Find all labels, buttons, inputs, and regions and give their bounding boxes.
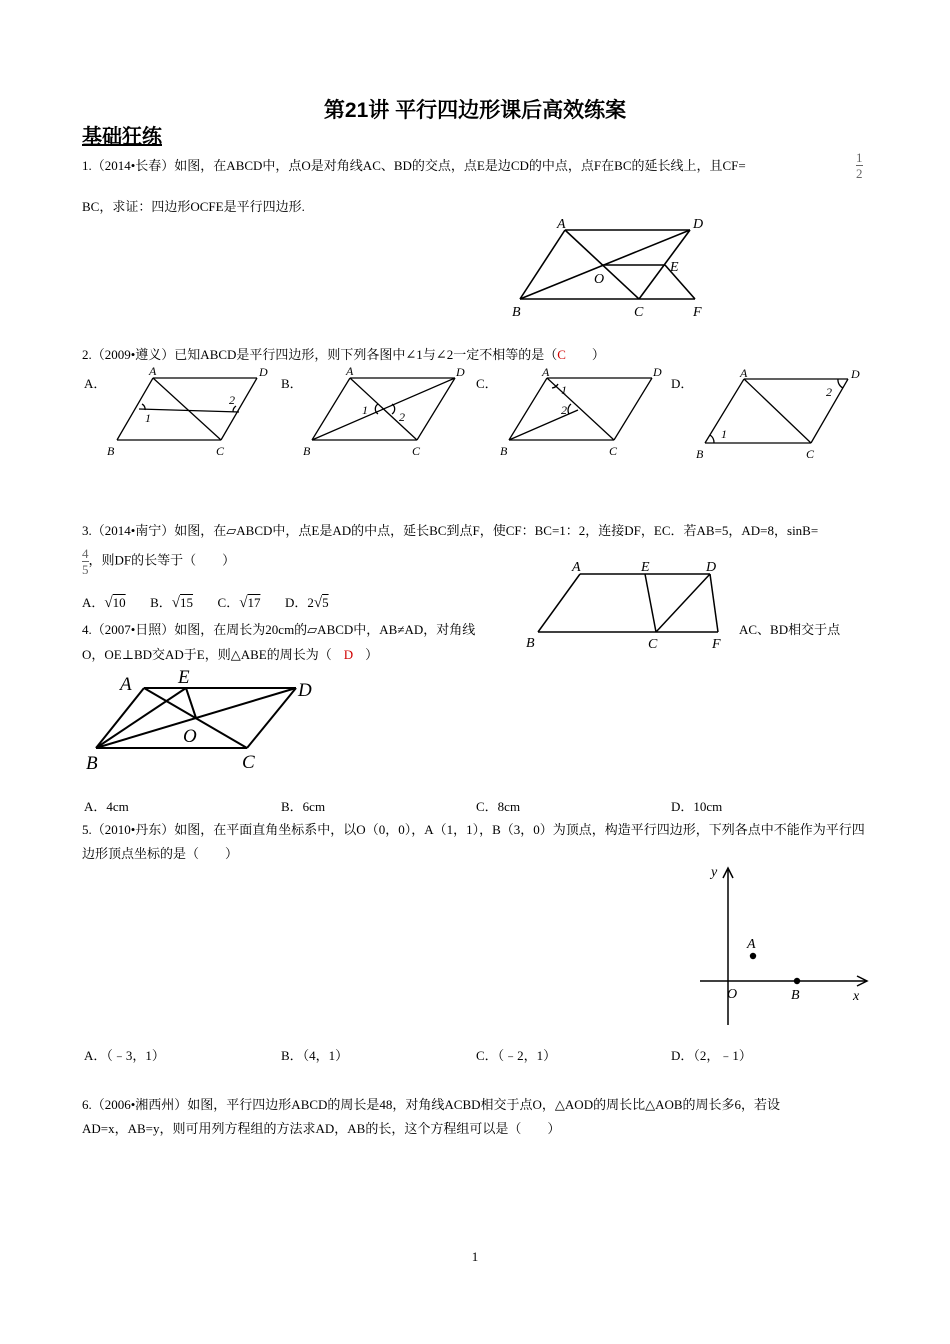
q1-line1 (82, 157, 746, 175)
q2a-angle-1: 1 (145, 411, 151, 425)
q4-label-a: A (120, 674, 132, 695)
q2a-label-c: C (216, 444, 225, 458)
q5-label-y: y (711, 865, 718, 880)
q4-label-e: E (178, 668, 190, 688)
q4-label-b: B (86, 753, 98, 774)
q5-line1: 5.（2010•丹东）如图，在平面直角坐标系中，以O（0，0），A（1，1），B（3，0）为顶点，构造平行四边形，下列各点中不能作为平行四 (82, 822, 865, 837)
q5-label-a: A (747, 937, 756, 952)
section-heading: 基础狂练 (82, 126, 162, 148)
q2d-label-a: A (740, 366, 748, 380)
q3-label-a: A (572, 560, 581, 575)
q1-text: 1.（2014•长春）如图，在ABCD中，点O是对角线AC、BD的交点，点E是边CD的中点，点F在BC的延长线上，且CF= (82, 158, 746, 173)
q3-option-a: A． (82, 595, 105, 610)
q2-answer: C (557, 347, 566, 362)
q1-frac-den: 2 (856, 166, 863, 181)
q2d-label-c: C (806, 447, 815, 460)
q4-option-d: D．10cm (671, 799, 723, 814)
q2-option-a: A． (84, 376, 107, 391)
q2-option-c: C． (476, 376, 498, 391)
q2b-label-a: A (346, 364, 354, 378)
q5-label-b: B (791, 988, 800, 1003)
q4-option-b: B．6cm (281, 799, 326, 814)
q3-option-a-value: 10 (112, 595, 126, 610)
q5-coordinate-figure (695, 860, 875, 1030)
q3-option-d: D．2 (284, 595, 314, 610)
q4-label-c: C (242, 752, 255, 773)
q4-line1: 4.（2007•日照）如图，在周长为20cm的▱ABCD中，AB≠AD，对角线 (82, 622, 476, 637)
q2b-angle-1: 1 (362, 403, 368, 417)
q5-label-o: O (727, 987, 738, 1002)
q3-frac-den: 5 (82, 562, 89, 577)
q3-option-b-value: 15 (180, 595, 194, 610)
q2c-label-b: B (500, 444, 508, 458)
q2-figure-c (497, 364, 672, 460)
q4-figure (82, 668, 322, 778)
q2d-angle-2: 2 (826, 385, 832, 399)
q1-label-f: F (693, 305, 702, 320)
q2b-label-d: D (456, 365, 465, 379)
q4-label-o: O (183, 726, 197, 747)
q1-label-a: A (557, 217, 566, 232)
q3-option-c: C． (217, 595, 240, 610)
q2a-angle-2: 2 (229, 393, 235, 407)
q2-option-b: B． (281, 376, 303, 391)
q6-line2: AD=x，AB=y，则可用列方程组的方法求AD，AB的长，这个方程组可以是（ ） (82, 1121, 561, 1136)
q2d-angle-1: 1 (721, 427, 727, 441)
q4-answer: D (343, 647, 354, 662)
q5-point-b (794, 978, 800, 984)
q3-line2 (82, 546, 235, 577)
q3-options: A．√10 B．√15 C．√17 D．2√5 (82, 595, 329, 611)
q4-line2-text: O，OE⊥BD交AD于E，则△ABE的周长为（ (82, 647, 332, 662)
q3-line2-text: ，则DF的长等于（ ） (88, 552, 236, 568)
q2b-angle-2: 2 (399, 410, 405, 424)
q2a-label-d: D (259, 365, 268, 379)
q4-label-d: D (298, 680, 312, 701)
q3-label-b: B (526, 636, 535, 651)
q2b-label-b: B (303, 444, 311, 458)
q3-label-e: E (641, 560, 650, 575)
q2-stem (82, 346, 605, 364)
q2a-label-a: A (149, 364, 157, 378)
q5-option-d: D．（2，﹣1） (671, 1048, 752, 1063)
q4-option-a: A．4cm (84, 799, 129, 814)
q3-figure (520, 555, 732, 655)
q2c-label-a: A (542, 365, 550, 379)
q2d-label-d: D (851, 367, 860, 381)
q2-option-d: D． (671, 376, 694, 391)
q2-figure-d (690, 364, 870, 460)
q3-label-d: D (706, 560, 717, 575)
q4-line1-tail: AC、BD相交于点 (739, 622, 841, 637)
q3-frac-num: 4 (82, 546, 89, 561)
q1-label-b: B (512, 305, 521, 320)
q5-option-c: C．（﹣2，1） (476, 1048, 557, 1063)
q1-fraction (856, 150, 863, 181)
q5-line2: 边形顶点坐标的是（ ） (82, 846, 239, 861)
q2c-angle-2: 2 (561, 403, 567, 417)
q6-line1: 6.（2006•湘西州）如图，平行四边形ABCD的周长是48，对角线ACBD相交于点O，△AOD的周长比△AOB的周长多6，若设 (82, 1097, 781, 1112)
q2-stem-text: 2.（2009•遵义）已知ABCD是平行四边形，则下列各图中∠1与∠2一定不相等的是（ (82, 347, 558, 362)
q4-option-c: C．8cm (476, 799, 521, 814)
q1-frac-num: 1 (856, 150, 863, 165)
q4-line2 (82, 646, 378, 664)
q1-figure (505, 212, 720, 324)
q1-label-e: E (670, 260, 679, 275)
q5-option-a: A．（﹣3，1） (84, 1048, 165, 1063)
q3-line1: 3.（2014•南宁）如图，在▱ABCD中，点E是AD的中点，延长BC到点F，使CF：BC=1：2，连接DF，EC．若AB=5，AD=8，sinB= (82, 523, 819, 538)
q1-line2: BC，求证：四边形OCFE是平行四边形. (82, 199, 305, 214)
q5-point-a (750, 953, 756, 959)
q2d-label-b: B (696, 447, 704, 460)
q1-label-d: D (693, 217, 704, 232)
q1-label-o: O (594, 272, 605, 287)
q1-label-c: C (634, 305, 644, 320)
q2c-label-d: D (653, 365, 662, 379)
page-number: 1 (471, 1249, 479, 1264)
q2-figure-b (300, 364, 475, 460)
q2a-label-b: B (107, 444, 115, 458)
q5-label-x: x (853, 989, 860, 1004)
q3-label-f: F (712, 637, 721, 652)
q2-stem-close: ） (591, 347, 605, 362)
q4-line2-close: ） (365, 647, 379, 662)
q2-figure-a (105, 364, 275, 460)
q3-option-b: B． (150, 595, 172, 610)
q3-option-d-value: 5 (322, 595, 329, 610)
q5-option-b: B．（4，1） (281, 1048, 349, 1063)
page-title: 第21讲 平行四边形课后高效练案 (323, 99, 627, 122)
q2b-label-c: C (412, 444, 421, 458)
q2c-angle-1: 1 (561, 383, 567, 397)
q3-option-c-value: 17 (247, 595, 261, 610)
q3-label-c: C (648, 637, 658, 652)
q2c-label-c: C (609, 444, 618, 458)
